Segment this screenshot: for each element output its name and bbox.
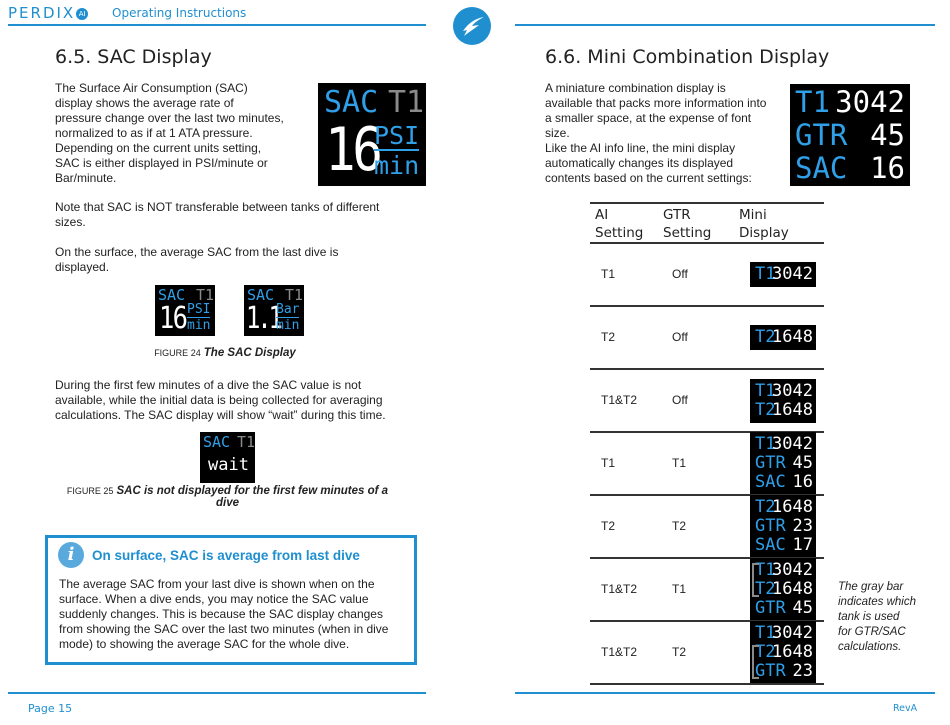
sac-wait-screen: SAC T1 wait <box>200 432 255 483</box>
gtr-tank-gray-bar <box>752 563 759 597</box>
mini-line-label: T2 <box>755 642 776 662</box>
mini-line-label: T1 <box>755 264 776 284</box>
table-cell-gtr-setting: T2 <box>672 518 687 533</box>
mini-line-value: 1648 <box>772 399 813 420</box>
brand-logo: PERDIX AI <box>8 4 88 22</box>
sac-screen-psi: SAC T1 16 PSI min <box>155 285 215 336</box>
mini-line-label: T1 <box>755 623 776 643</box>
sac-label: SAC <box>324 85 379 120</box>
table-cell-ai-setting: T1 <box>601 266 616 281</box>
mini-line-label: T2 <box>755 579 776 599</box>
sac-value: 16 <box>325 115 380 185</box>
info-icon: i <box>58 542 84 568</box>
mini-line-label: T2 <box>755 399 776 420</box>
mini-line-value: 17 <box>792 535 813 555</box>
gray-bar-note: The gray bar indicates which tank is used for GTR/SAC calculations. <box>838 581 916 653</box>
gtr-tank-gray-bar <box>752 645 759 679</box>
mini-line-value: 45 <box>792 453 813 473</box>
mini-line-value: 3042 <box>772 264 813 284</box>
table-cell-ai-setting: T1&T2 <box>601 392 638 407</box>
mini-display-screen <box>750 621 816 684</box>
mini-display-screen <box>750 379 816 423</box>
during-dive-paragraph: During the first few minutes of a dive the SAC value is not available, while the initial data is being collected for averaging calculations. The SAC display will show “wait” during this time. <box>55 378 386 422</box>
mini-line-value: 3042 <box>772 623 813 643</box>
surface-paragraph: On the surface, the average SAC from the last dive is displayed. <box>55 245 339 274</box>
mini-display-screen <box>750 495 816 558</box>
document-title: Operating Instructions <box>112 6 247 20</box>
note-paragraph: Note that SAC is NOT transferable between tanks of different sizes. <box>55 200 380 229</box>
mini-line-label: T1 <box>755 380 776 401</box>
table-header-rule <box>590 242 824 244</box>
unit-psi: PSI <box>374 121 420 150</box>
mini-line-label: SAC <box>755 535 786 555</box>
tank-label: T1 <box>388 85 425 120</box>
page-number: Page 15 <box>28 702 73 715</box>
table-cell-ai-setting: T1&T2 <box>601 581 638 596</box>
table-cell-ai-setting: T2 <box>601 518 616 533</box>
column-header-ai-setting: AI Setting <box>595 207 644 241</box>
column-header-gtr-setting: GTR Setting <box>663 207 712 241</box>
mini-line-value: 1648 <box>772 327 813 347</box>
mini-line-value: 23 <box>792 516 813 536</box>
table-cell-ai-setting: T2 <box>601 329 616 344</box>
revision-label: RevA <box>893 703 918 714</box>
mini-display-screen <box>750 432 816 495</box>
mini-line-value: 1648 <box>772 579 813 599</box>
mini-display-screen <box>750 558 816 621</box>
mini-line-label: GTR <box>755 453 786 473</box>
mini-line-value: 1648 <box>772 497 813 517</box>
sac-display-screen <box>318 83 426 186</box>
mini-line-label: GTR <box>755 598 786 618</box>
table-top-rule <box>590 202 824 204</box>
footer-rule-left <box>8 692 426 694</box>
mini-line-label: T2 <box>755 497 776 517</box>
section-heading-sac-display: 6.5. SAC Display <box>55 46 212 68</box>
mini-line-value: 3042 <box>772 560 813 580</box>
header-rule-left <box>8 24 426 26</box>
mini-line-value: 23 <box>792 661 813 681</box>
table-cell-gtr-setting: Off <box>672 266 688 281</box>
table-cell-ai-setting: T1&T2 <box>601 644 638 659</box>
table-cell-gtr-setting: T1 <box>672 455 687 470</box>
table-row-rule <box>590 368 824 370</box>
mini-combination-screen: T1 3042 GTR 45 SAC 16 <box>790 84 910 186</box>
info-box-body: The average SAC from your last dive is shown when on the surface. When a dive ends, you may notice the SAC value suddenly changes. This is because the SAC display changes from showing the SAC over the last two minutes (when in dive mode) to showing the average SAC for the whole dive. <box>59 577 389 651</box>
sac-screen-bar: SAC T1 1.1 Bar min <box>246 286 304 336</box>
table-cell-gtr-setting: Off <box>672 392 688 407</box>
mini-line-label: T1 <box>755 560 776 580</box>
mini-line-label: T1 <box>755 434 776 454</box>
header-rule-right <box>515 24 935 26</box>
mini-intro-paragraph: A miniature combination display is available that packs more information into a smaller space, at the expense of font size. Like the AI info line, the mini display automatically changes its displayed contents based on the current settings: <box>545 81 767 185</box>
mini-line-value: 3042 <box>772 434 813 454</box>
sac-intro-paragraph: The Surface Air Consumption (SAC) display shows the average rate of pressure change over the last two minutes, normalized to as if at 1 ATA pressure. Depending on the current units setting, SAC is either displayed in PSI/minute or Bar/minute. <box>55 81 284 185</box>
mini-line-value: 3042 <box>772 380 813 401</box>
figure-24-caption: FIGURE 24 The SAC Display <box>154 347 296 359</box>
unit-min: min <box>374 151 420 180</box>
table-cell-gtr-setting: Off <box>672 329 688 344</box>
table-cell-ai-setting: T1 <box>601 455 616 470</box>
figure-25-caption: FIGURE 25 SAC is not displayed for the first few minutes of a dive <box>66 485 389 509</box>
column-header-mini-display: Mini Display <box>739 207 789 241</box>
table-cell-gtr-setting: T1 <box>672 581 687 596</box>
mini-line-label: T2 <box>755 327 776 347</box>
mini-line-value: 1648 <box>772 642 813 662</box>
section-heading-mini-combination: 6.6. Mini Combination Display <box>545 46 830 68</box>
mini-line-value: 45 <box>792 598 813 618</box>
mini-line-label: GTR <box>755 661 786 681</box>
table-cell-gtr-setting: T2 <box>672 644 687 659</box>
mini-display-screen <box>750 262 816 287</box>
shearwater-logo-icon <box>453 7 491 45</box>
mini-line-label: GTR <box>755 516 786 536</box>
footer-rule-right <box>515 692 935 694</box>
mini-line-label: SAC <box>755 472 786 492</box>
mini-display-screen <box>750 325 816 350</box>
mini-line-value: 16 <box>792 472 813 492</box>
info-box-title: On surface, SAC is average from last dive <box>92 548 360 563</box>
table-row-rule <box>590 683 824 685</box>
table-row-rule <box>590 305 824 307</box>
